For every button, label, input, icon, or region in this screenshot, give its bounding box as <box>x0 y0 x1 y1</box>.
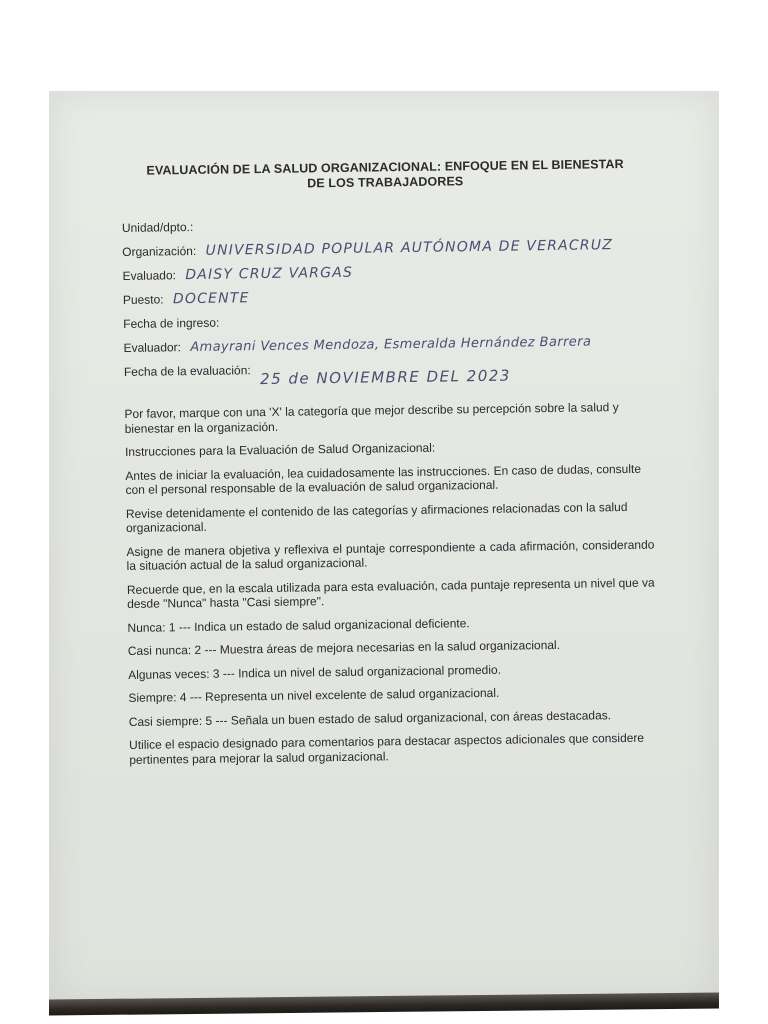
field-fecha-evaluacion-label: Fecha de la evaluación: <box>123 363 251 379</box>
evaluation-form <box>121 157 657 776</box>
instruction-1: Antes de iniciar la evaluación, lea cuidadosamente las instrucciones. En caso de dudas, consulte con el personal responsable de la evaluación de salud organizacional. <box>125 461 642 497</box>
field-organizacion-label: Organización: <box>122 243 197 259</box>
field-puesto-value: DOCENTE <box>172 290 250 308</box>
field-fecha-ingreso-label: Fecha de ingreso: <box>123 315 220 331</box>
intro-paragraph: Por favor, marque con una 'X' la categoría que mejor describe su percepción sobre la salud y bienestar en la organización. <box>124 400 619 436</box>
form-title-line-2: DE LOS TRABAJADORES <box>307 174 464 191</box>
field-organizacion-value: UNIVERSIDAD POPULAR AUTÓNOMA DE VERACRUZ <box>205 237 614 259</box>
field-evaluador-label: Evaluador: <box>123 340 182 355</box>
closing-paragraph: Utilice el espacio designado para comentarios para destacar aspectos adicionales que considere pertinentes para mejorar la salud organizacional. <box>129 730 645 767</box>
field-puesto-label: Puesto: <box>122 292 164 307</box>
instruction-2: Revise detenidamente el contenido de las categorías y afirmaciones relacionadas con la salud organizacional. <box>125 499 628 535</box>
field-fecha-evaluacion <box>124 353 652 394</box>
field-evaluado-value: DAISY CRUZ VARGAS <box>185 264 354 284</box>
field-unidad-label: Unidad/dpto.: <box>121 219 194 235</box>
scale-item-2: Casi nunca: 2 --- Muestra áreas de mejora necesarias en la salud organizacional. <box>127 637 561 658</box>
field-evaluado-label: Evaluado: <box>122 268 177 283</box>
instruction-4: Recuerde que, en la escala utilizada para esta evaluación, cada puntaje representa un nivel que va desde "Nunca" hasta "Casi siempre". <box>126 575 655 611</box>
scale-item-4: Siempre: 4 --- Representa un nivel excelente de salud organizacional. <box>128 685 500 705</box>
form-title-line-1: EVALUACIÓN DE LA SALUD ORGANIZACIONAL: ENFOQUE EN EL BIENESTAR <box>146 156 624 178</box>
instructions-heading: Instrucciones para la Evaluación de Salud Organizacional: <box>124 440 436 459</box>
form-title <box>121 157 649 194</box>
scale-item-5: Casi siempre: 5 --- Señala un buen estado de salud organizacional, con áreas destacadas. <box>128 707 612 729</box>
paper-sheet <box>49 91 719 1007</box>
field-evaluador-value: Amayrani Vences Mendoza, Esmeralda Hernández Barrera <box>190 334 592 356</box>
instruction-3: Asigne de manera objetiva y reflexiva el puntaje correspondiente a cada afirmación, considerando la situación actual de la salud organizacional. <box>126 537 655 573</box>
field-fecha-evaluacion-value: 25 de NOVIEMBRE DEL 2023 <box>259 366 512 389</box>
scale-item-3: Algunas veces: 3 --- Indica un nivel de salud organizacional promedio. <box>128 662 502 682</box>
scale-item-1: Nunca: 1 --- Indica un estado de salud organizacional deficiente. <box>127 615 470 635</box>
